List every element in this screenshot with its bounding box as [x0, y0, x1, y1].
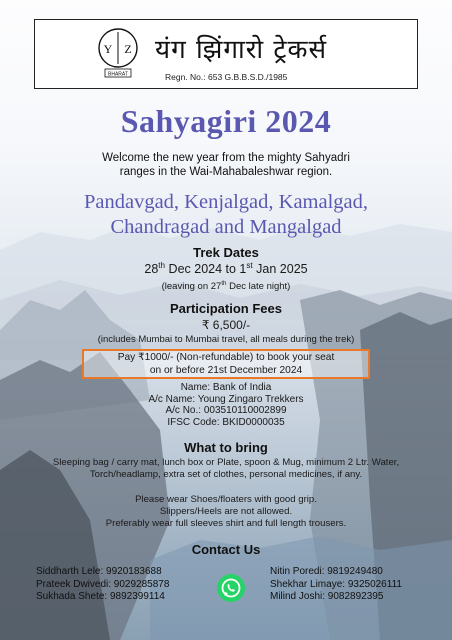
forts-list — [0, 190, 452, 240]
fee-note: (includes Mumbai to Mumbai travel, all meals during the trek) — [97, 334, 355, 345]
leaving-b: Dec late night) — [226, 281, 291, 292]
contact-item: Nitin Poredi: 9819249480 — [270, 566, 383, 577]
leaving-a: (leaving on 27 — [161, 281, 222, 292]
contact-item: Prateek Dwivedi: 9029285878 — [36, 578, 170, 590]
account-number: A/c No.: 003510110002899 — [165, 405, 287, 417]
bring-line-2: Torch/headlamp, extra set of clothes, personal medicines, if any. — [89, 469, 363, 480]
forts-line-2: Chandragad and Mangalgad — [110, 216, 342, 238]
header-box — [34, 19, 418, 89]
welcome-line: Welcome the new year from the mighty Sahyadri ranges in the Wai-Mahabaleshwar region. — [102, 152, 350, 178]
svg-text:Y: Y — [103, 42, 113, 56]
contacts-right — [270, 566, 402, 604]
what-to-bring-list — [0, 457, 452, 481]
payment-info — [0, 352, 452, 377]
date-suffix-1: th — [158, 260, 166, 270]
date-suffix-2: st — [246, 260, 253, 270]
shoes-line-2: Slippers/Heels are not allowed. — [159, 506, 293, 517]
forts-line-1: Pandavgad, Kenjalgad, Kamalgad, — [83, 191, 369, 213]
payment-line-1: Pay ₹1000/- (Non-refundable) to book your seat — [117, 352, 335, 363]
bank-name: Name: Bank of India — [180, 382, 272, 393]
ifsc-code: IFSC Code: BKID0000035 — [167, 417, 285, 429]
what-to-bring-heading: What to bring — [184, 440, 268, 455]
trek-dates — [0, 262, 452, 276]
svg-text:BHARAT: BHARAT — [108, 71, 128, 78]
footwear-notes — [0, 494, 452, 530]
leaving-suffix: th — [221, 279, 227, 287]
bank-details — [0, 382, 452, 429]
registration-number: Regn. No.: 653 G.B.B.S.D./1985 — [165, 72, 288, 82]
contact-heading: Contact Us — [191, 542, 261, 557]
fee-amount: ₹ 6,500/- — [201, 318, 251, 332]
bring-line-1: Sleeping bag / carry mat, lunch box or Plate, spoon & Mug, minimum 2 Ltr. Water, — [52, 457, 400, 468]
shoes-line-1: Please wear Shoes/floaters with good grip. — [135, 494, 317, 505]
payment-line-2: on or before 21st December 2024 — [149, 364, 303, 376]
date-start-day: 28 — [144, 262, 159, 276]
welcome-text — [0, 151, 452, 179]
date-end: Jan 2025 — [252, 262, 308, 276]
brand-name: यंग झिंगारो ट्रेकर्स — [155, 35, 328, 65]
leaving-note — [0, 281, 452, 292]
page-title: Sahyagiri 2024 — [120, 103, 332, 139]
account-name: A/c Name: Young Zingaro Trekkers — [148, 393, 304, 405]
contact-item: Milind Joshi: 9082892395 — [270, 591, 384, 603]
svg-text:Z: Z — [124, 42, 132, 56]
contact-item: Sukhada Shete: 9892399114 — [36, 591, 165, 603]
contact-item: Siddharth Lele: 9920183688 — [36, 566, 162, 577]
trek-dates-heading: Trek Dates — [193, 245, 259, 260]
fees-heading: Participation Fees — [170, 301, 282, 316]
date-middle: Dec 2024 to 1 — [165, 262, 247, 276]
contact-item: Shekhar Limaye: 9325026111 — [270, 578, 402, 590]
shoes-line-3: Preferably wear full sleeves shirt and full length trousers. — [105, 518, 347, 529]
whatsapp-icon — [216, 573, 246, 603]
contacts-left — [36, 566, 169, 604]
logo — [93, 26, 143, 82]
